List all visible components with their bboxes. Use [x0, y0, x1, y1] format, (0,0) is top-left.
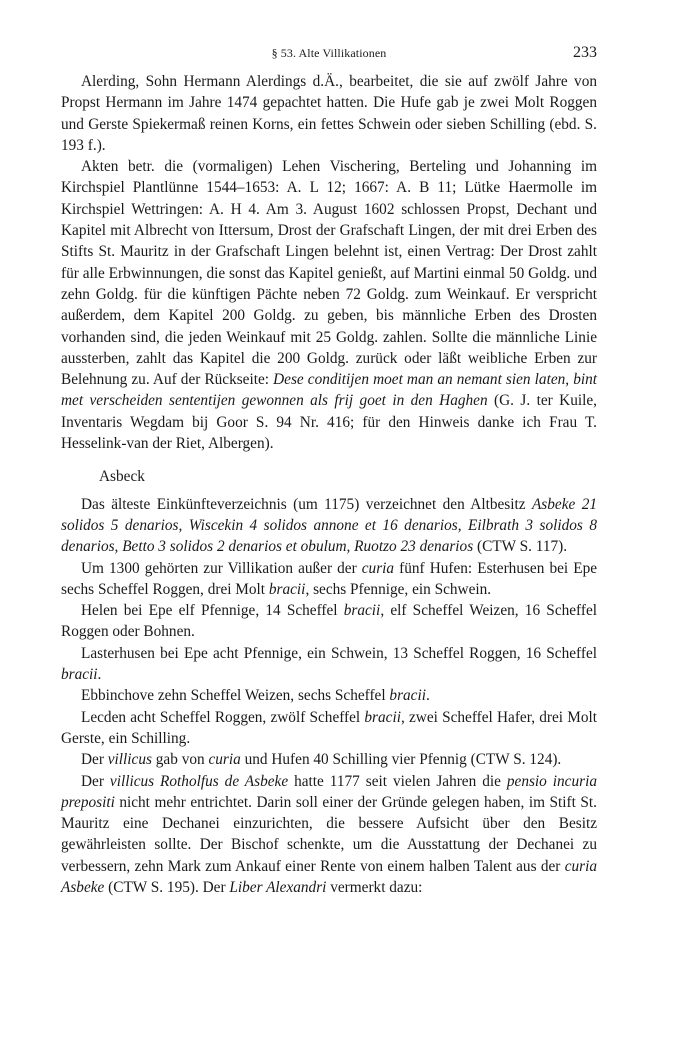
body-text [61, 71, 597, 898]
text-span: fünf Hufen: Esterhusen bei Epe sechs Scheffel Roggen, drei Molt [61, 559, 598, 598]
text-span: vermerkt dazu: [326, 878, 423, 896]
text-span: Lasterhusen bei Epe acht Pfennige, ein Schwein, 13 Scheffel Roggen, 16 Scheffel [81, 644, 597, 662]
text-span: nicht mehr entrichtet. Darin soll einer der Gründe gelegen haben, im Stift St. Mauritz eine Dechanei einzurichten, die bessere Aufsicht über den Besitz gewährleisten sollte. Der Bischof schenkte, um die Ausstattung der Dechanei zu verbessern, zehn Mark zum Ankauf einer Rente von einem halben Talent aus der [61, 793, 597, 875]
text-span: Ebbinchove zehn Scheffel Weizen, sechs Scheffel [81, 687, 390, 705]
text-span: , zwei Scheffel Hafer, drei Molt Gerste, ein Schilling. [61, 708, 597, 747]
italic-span: curia Asbeke [61, 857, 597, 896]
paragraph-ebbinchove [61, 685, 597, 706]
text-span: und Hufen 40 Schilling vier Pfennig (CTW S. 124). [240, 751, 562, 769]
text-span: hatte 1177 seit vielen Jahren die [288, 772, 507, 790]
italic-span: curia [361, 559, 395, 577]
paragraph-einkuenfteverzeichnis [61, 494, 597, 558]
italic-span: pensio incuria prepositi [61, 772, 597, 811]
paragraph-villikation-1300 [61, 558, 597, 601]
italic-span: Dese conditijen moet man an nemant sien laten, bint met verscheiden sententijen gewonnen als frij goet in den Haghen [61, 371, 597, 410]
paragraph-lecden [61, 707, 597, 750]
text-span: Das älteste Einkünfteverzeichnis (um 1175) verzeichnet den Altbesitz [81, 495, 532, 513]
text-span: . [425, 687, 430, 705]
text-span: Asbeck [99, 468, 145, 486]
running-head: § 53. Alte Villikationen [271, 46, 387, 60]
text-span: (G. J. ter Kuile, Inventaris Wegdam bij Goor S. 94 Nr. 416; für den Hinweis danke ich Frau T. Hesselink-van der Riet, Albergen). [61, 392, 597, 453]
paragraph-rotholfus [61, 771, 597, 899]
paragraph-akten-vischering [61, 156, 597, 454]
text-span: gab von [151, 751, 209, 769]
paragraph-villicus-abgabe [61, 749, 597, 770]
paragraph-alerding [61, 71, 597, 156]
italic-span: villicus [107, 751, 152, 769]
text-span: Der [81, 751, 108, 769]
paragraph-lasterhusen [61, 643, 597, 686]
section-heading-asbeck [61, 466, 597, 487]
text-span: , elf Scheffel Weizen, 16 Scheffel Roggen oder Bohnen. [61, 602, 597, 641]
page-number: 233 [573, 44, 597, 61]
italic-span: bracii [389, 687, 426, 705]
text-span: Alerding, Sohn Hermann Alerdings d.Ä., bearbeitet, die sie auf zwölf Jahre von Propst Hermann im Jahre 1474 gepachtet hatten. Die Hufe gab je zwei Molt Roggen und Gerste Spiekermaß reinen Korns, ein fettes Schwein oder sieben Schilling (ebd. S. 193 f.). [61, 73, 597, 154]
text-span: Lecden acht Scheffel Roggen, zwölf Scheffel [81, 708, 365, 726]
italic-span: bracii [268, 580, 306, 598]
text-span: , sechs Pfennige, ein Schwein. [305, 580, 492, 598]
paragraph-helen [61, 600, 597, 643]
text-span: . [97, 666, 102, 684]
italic-span: villicus Rotholfus de Asbeke [109, 772, 289, 790]
italic-span: Liber Alexandri [229, 878, 327, 896]
text-span: Der [81, 772, 110, 790]
page-header [61, 44, 597, 64]
italic-span: curia [208, 751, 241, 769]
text-span: (CTW S. 117). [473, 538, 568, 556]
text-span: Akten betr. die (vormaligen) Lehen Vischering, Berteling und Johanning im Kirchspiel Plantlünne 1544–1653: A. L 12; 1667: A. B 11; Lütke Haermolle im Kirchspiel Wettringen: A. H 4. Am 3. August 1602 schlossen Propst, Dechant und Kapitel mit Albrecht von Ittersum, Drost der Grafschaft Lingen, der mit drei Erben des Stifts St. Mauritz in der Grafschaft Lingen belehnt ist, einen Vertrag: Der Drost zahlt für alle Erbwinnungen, die sonst das Kapitel genießt, auf Martini einmal 50 Goldg. und zehn Goldg. für die künftigen Pächte neben 72 Goldg. zum Weinkauf. Er verspricht außerdem, dem Kapitel 200 Goldg. zu geben, bis männliche Erben des Drosten vorhanden sind, die jeden Weinkauf mit 25 Goldg. zahlen. Sollte die männliche Linie aussterben, zahlt das Kapitel die 200 Goldg. zurück oder läßt weibliche Erben zur Belehnung zu. Auf der Rückseite: [61, 158, 597, 389]
text-span: (CTW S. 195). Der [104, 878, 230, 896]
italic-span: Asbeke 21 solidos 5 denarios, Wiscekin 4 solidos annone et 16 denarios, Eilbrath 3 solidos 8 denarios, Betto 3 solidos 2 denarios et obulum, Ruotzo 23 denarios [61, 495, 597, 556]
italic-span: bracii [364, 708, 401, 726]
italic-span: bracii [61, 666, 98, 684]
text-span: Helen bei Epe elf Pfennige, 14 Scheffel [81, 602, 344, 620]
italic-span: bracii [343, 602, 381, 620]
text-span: Um 1300 gehörten zur Villikation außer der [81, 559, 362, 577]
